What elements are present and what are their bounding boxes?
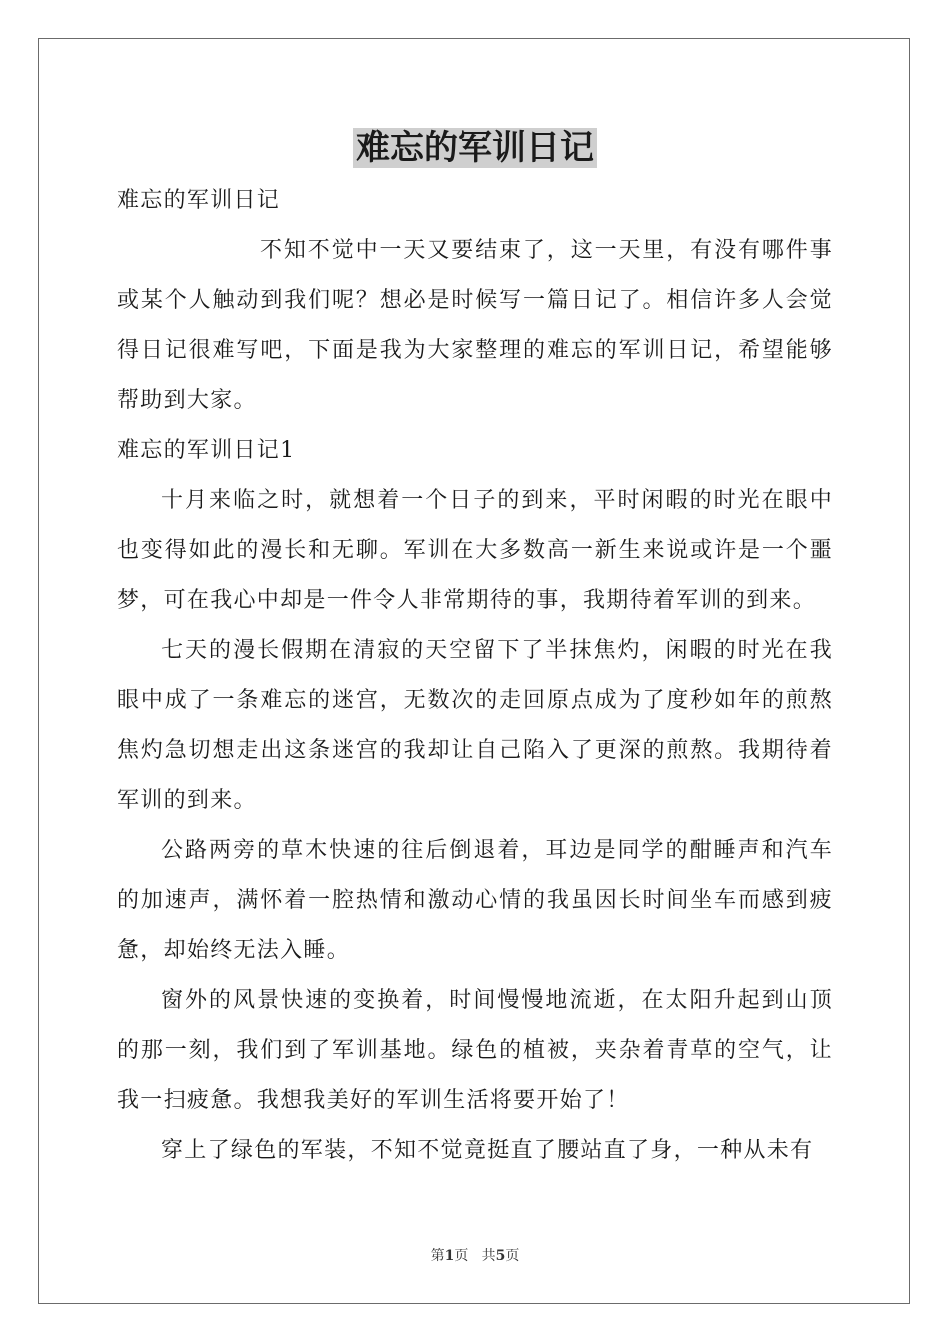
document-subtitle: 难忘的军训日记	[117, 188, 281, 213]
document-body	[117, 176, 833, 1176]
total-suffix: 页	[505, 1248, 520, 1264]
section-heading: 难忘的军训日记1	[117, 438, 296, 463]
document-title-text: 难忘的军训日记	[353, 128, 597, 168]
intro-paragraph: 不知不觉中一天又要结束了，这一天里，有没有哪件事或某个人触动到我们呢？想必是时候写一篇日记了。相信许多人会觉得日记很难写吧，下面是我为大家整理的难忘的军训日记，希望能够帮助到大家。	[117, 238, 833, 413]
page-prefix: 第	[430, 1248, 445, 1264]
page-number: 1	[444, 1248, 455, 1264]
body-paragraph: 七天的漫长假期在清寂的天空留下了半抹焦灼，闲暇的时光在我眼中成了一条难忘的迷宫，无数次的走回原点成为了度秒如年的煎熬焦灼急切想走出这条迷宫的我却让自己陷入了更深的煎熬。我期待着军训的到来。	[117, 638, 833, 813]
body-paragraph: 公路两旁的草木快速的往后倒退着，耳边是同学的酣睡声和汽车的加速声，满怀着一腔热情和激动心情的我虽因长时间坐车而感到疲惫，却始终无法入睡。	[117, 838, 833, 963]
page-footer	[0, 1246, 950, 1266]
body-paragraph: 穿上了绿色的军装，不知不觉竟挺直了腰站直了身，一种从未有	[161, 1138, 814, 1163]
body-paragraph: 十月来临之时，就想着一个日子的到来，平时闲暇的时光在眼中也变得如此的漫长和无聊。军训在大多数高一新生来说或许是一个噩梦，可在我心中却是一件令人非常期待的事，我期待着军训的到来。	[117, 488, 833, 613]
total-pages: 5	[495, 1248, 506, 1264]
total-prefix: 共	[481, 1248, 496, 1264]
body-paragraph: 窗外的风景快速的变换着，时间慢慢地流逝，在太阳升起到山顶的那一刻，我们到了军训基地。绿色的植被，夹杂着青草的空气，让我一扫疲惫。我想我美好的军训生活将要开始了！	[117, 988, 833, 1113]
document-title	[0, 126, 950, 170]
page-suffix: 页	[454, 1248, 469, 1264]
